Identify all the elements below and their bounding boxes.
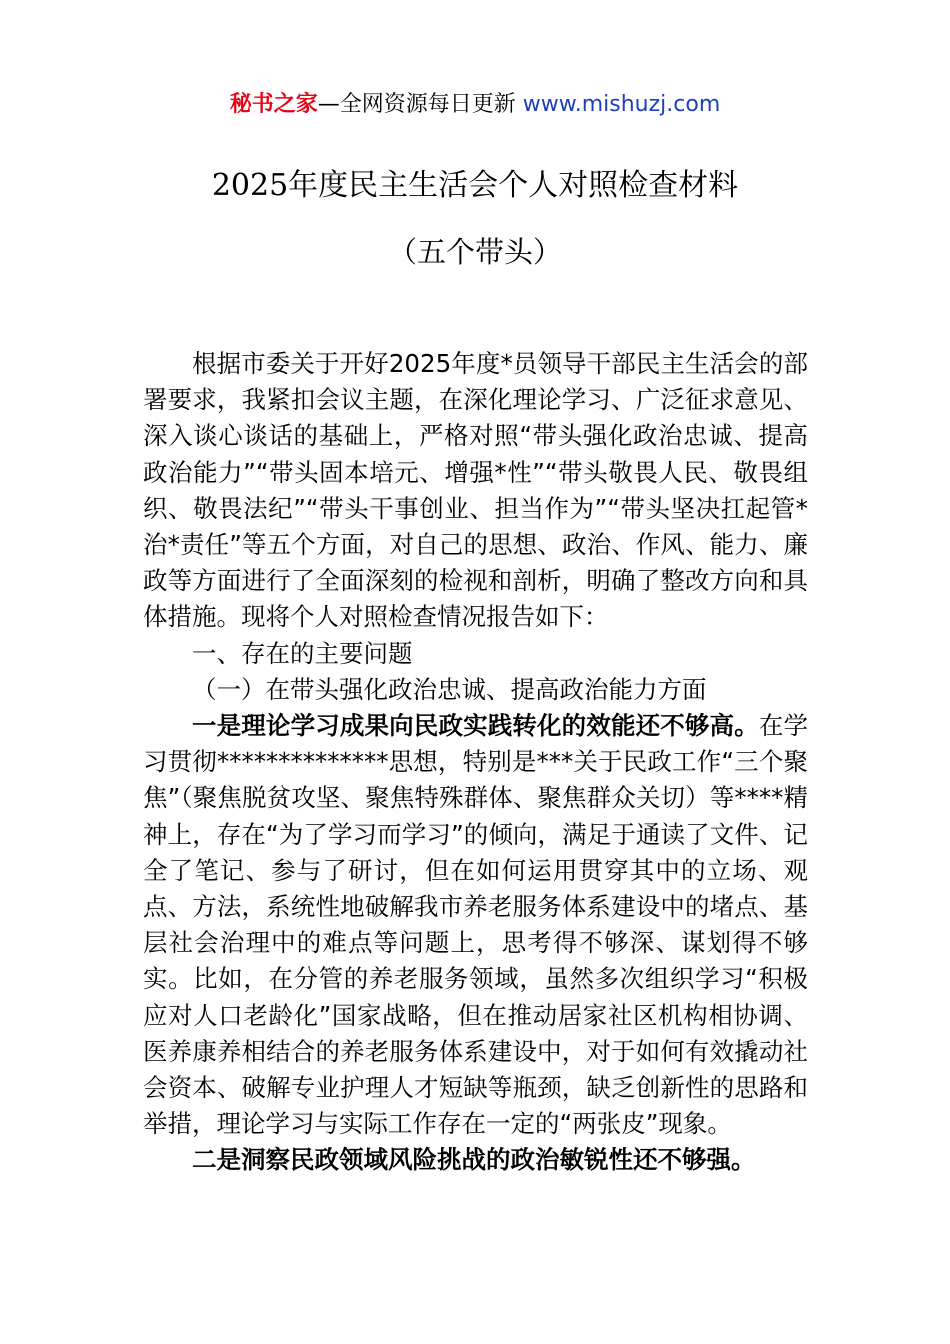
point-1-paragraph: [143, 708, 808, 1142]
site-banner: [0, 88, 950, 122]
point-1-heading: 一是理论学习成果向民政实践转化的效能还不够高。: [192, 711, 759, 741]
site-tagline: —全网资源每日更新: [317, 92, 523, 117]
subsection-heading: （一）在带头强化政治忠诚、提高政治能力方面: [192, 674, 707, 704]
document-title: 2025年度民主生活会个人对照检查材料: [211, 168, 739, 203]
point-2-heading: 二是洞察民政领域风险挑战的政治敏锐性还不够强。: [192, 1145, 756, 1175]
site-url[interactable]: www.mishuzj.com: [522, 92, 721, 117]
document-body: [143, 346, 808, 1179]
document-subtitle: （五个带头）: [387, 235, 562, 269]
site-brand: 秘书之家: [229, 92, 318, 117]
intro-paragraph: 根据市委关于开好2025年度*员领导干部民主生活会的部署要求，我紧扣会议主题，在深化理论学习、广泛征求意见、深入谈心谈话的基础上，严格对照“带头强化政治忠诚、提高政治能力”“带头固本培元、增强*性”“带头敬畏人民、敬畏组织、敬畏法纪”“带头干事创业、担当作为”“带头坚决扛起管*治*责任”等五个方面，对自己的思想、政治、作风、能力、廉政等方面进行了全面深刻的检视和剖析，明确了整改方向和具体措施。现将个人对照检查情况报告如下：: [143, 349, 808, 632]
point-1-body: 在学习贯彻**************思想，特别是***关于民政工作“三个聚焦”（聚焦脱贫攻坚、聚焦特殊群体、聚焦群众关切）等****精神上，存在“为了学习而学习”的倾向，满足于通读了文件、记全了笔记、参与了研讨，但在如何运用贯穿其中的立场、观点、方法，系统性地破解我市养老服务体系建设中的堵点、基层社会治理中的难点等问题上，思考得不够深、谋划得不够实。比如，在分管的养老服务领域，虽然多次组织学习“积极应对人口老龄化”国家战略，但在推动居家社区机构相协调、医养康养相结合的养老服务体系建设中，对于如何有效撬动社会资本、破解专业护理人才短缺等瓶颈，缺乏创新性的思路和举措，理论学习与实际工作存在一定的“两张皮”现象。: [143, 711, 809, 1139]
section-heading: 一、存在的主要问题: [192, 638, 413, 668]
